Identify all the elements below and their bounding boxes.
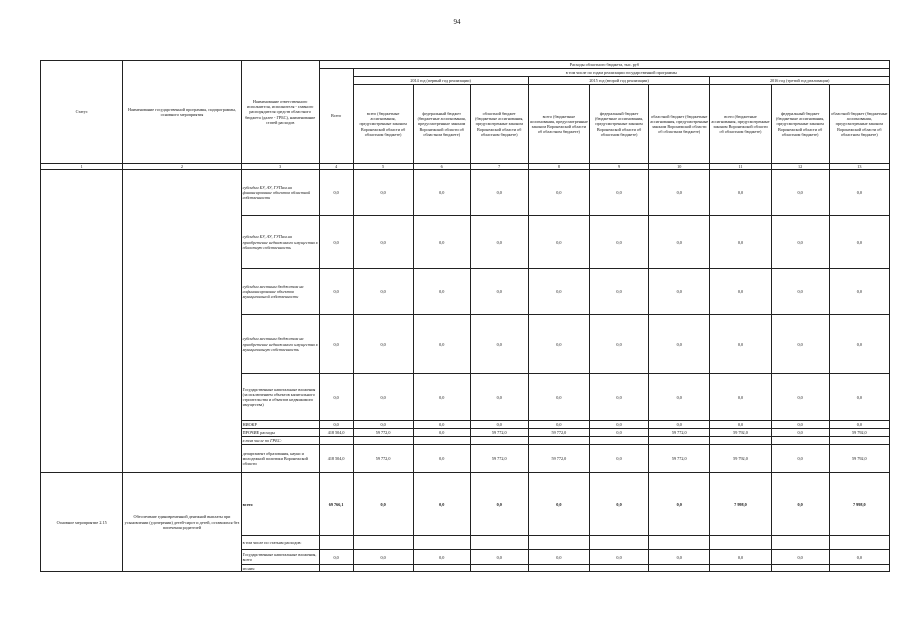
row-label: субсидии местным бюджетам на приобретение недвижимого имущества в муниципальную собственность (241, 315, 319, 374)
value-cell: 59 772,0 (528, 445, 589, 473)
value-cell: 0,0 (771, 170, 829, 216)
value-cell: 0,0 (528, 315, 589, 374)
value-cell: 0,0 (319, 421, 353, 429)
value-cell (528, 437, 589, 445)
column-number: 6 (413, 164, 470, 170)
header-col-all: всего (бюджетные ассигнования, предусмотренные законом Воронежской области об областном бюджете) (710, 85, 771, 164)
header-col-federal: федеральный бюджет (бюджетные ассигнования, предусмотренные законом Воронежской области об областном бюджете) (589, 85, 648, 164)
column-number: 5 (353, 164, 413, 170)
value-cell: 418 504,0 (319, 429, 353, 437)
value-cell (319, 536, 353, 550)
column-number: 13 (829, 164, 889, 170)
value-cell: 59 772,0 (649, 429, 710, 437)
row-label: субсидии БУ, АУ, ГУПам на финансирование объектов областной собственности (241, 170, 319, 216)
header-year-2014: 2014 год (первый год реализации) (353, 77, 528, 85)
column-number: 1 (41, 164, 123, 170)
value-cell: 59 772,0 (470, 445, 528, 473)
value-cell: 0,0 (319, 170, 353, 216)
value-cell: 0,0 (771, 374, 829, 421)
header-status: Статус (41, 61, 123, 164)
value-cell: 0,0 (589, 421, 648, 429)
value-cell: 0,0 (413, 445, 470, 473)
value-cell (589, 536, 648, 550)
value-cell (829, 437, 889, 445)
value-cell: 0,0 (649, 421, 710, 429)
value-cell: 0,0 (413, 473, 470, 536)
value-cell: 0,0 (710, 269, 771, 315)
value-cell: 418 504,0 (319, 445, 353, 473)
header-col-all: всего (бюджетные ассигнования, предусмотренные законом Воронежской области об областном бюджете) (528, 85, 589, 164)
value-cell: 59 792,0 (829, 429, 889, 437)
value-cell: 0,0 (413, 170, 470, 216)
value-cell (353, 437, 413, 445)
value-cell: 0,0 (589, 429, 648, 437)
column-number: 9 (589, 164, 648, 170)
value-cell: 0,0 (528, 421, 589, 429)
value-cell (649, 565, 710, 572)
value-cell: 0,0 (829, 170, 889, 216)
value-cell: 0,0 (319, 315, 353, 374)
value-cell (319, 437, 353, 445)
value-cell: 0,0 (710, 421, 771, 429)
value-cell: 0,0 (413, 269, 470, 315)
value-cell: 0,0 (771, 269, 829, 315)
page-number: 94 (453, 18, 461, 26)
value-cell: 0,0 (470, 421, 528, 429)
value-cell (470, 536, 528, 550)
value-cell (710, 536, 771, 550)
value-cell: 0,0 (829, 421, 889, 429)
value-cell: 69 766,1 (319, 473, 353, 536)
value-cell: 0,0 (589, 216, 648, 269)
row-label: из них: (241, 565, 319, 572)
budget-table (40, 60, 890, 572)
value-cell: 0,0 (710, 315, 771, 374)
value-cell: 0,0 (771, 421, 829, 429)
value-cell: 0,0 (649, 374, 710, 421)
value-cell: 0,0 (353, 374, 413, 421)
value-cell: 0,0 (589, 170, 648, 216)
value-cell: 0,0 (710, 550, 771, 565)
value-cell: 0,0 (470, 374, 528, 421)
value-cell: 0,0 (319, 550, 353, 565)
value-cell: 0,0 (413, 315, 470, 374)
header-col-regional: областной бюджет (бюджетные ассигнования, предусмотренные законом Воронежской области об областном бюджете) (470, 85, 528, 164)
value-cell: 0,0 (470, 269, 528, 315)
value-cell: 0,0 (649, 550, 710, 565)
header-budget-title: Расходы областного бюджета, тыс. руб (319, 61, 889, 69)
value-cell (710, 437, 771, 445)
row-label: всего (241, 473, 319, 536)
value-cell: 0,0 (589, 473, 648, 536)
value-cell: 59 772,0 (353, 429, 413, 437)
value-cell: 0,0 (829, 550, 889, 565)
value-cell: 0,0 (413, 550, 470, 565)
value-cell (413, 565, 470, 572)
column-number: 10 (649, 164, 710, 170)
value-cell: 0,0 (528, 473, 589, 536)
value-cell (829, 536, 889, 550)
value-cell: 59 792,0 (829, 445, 889, 473)
header-col-all: всего (бюджетные ассигнования, предусмотренные законом Воронежской области об областном бюджете) (353, 85, 413, 164)
value-cell: 0,0 (353, 421, 413, 429)
value-cell: 0,0 (710, 216, 771, 269)
value-cell: 59 792,0 (710, 429, 771, 437)
value-cell (649, 437, 710, 445)
value-cell: 0,0 (771, 429, 829, 437)
value-cell: 0,0 (353, 473, 413, 536)
value-cell: 0,0 (829, 269, 889, 315)
value-cell: 59 792,0 (710, 445, 771, 473)
value-cell: 0,0 (589, 374, 648, 421)
event-status-cell: Основное мероприятие 2.15 (41, 473, 123, 572)
value-cell (771, 437, 829, 445)
header-col-federal: федеральный бюджет (бюджетные ассигнования, предусмотренные законом Воронежской области об областном бюджете) (413, 85, 470, 164)
row-label: Государственные капитальные вложения (за исключением объектов капитального строительства и объектов недвижимого имущества) (241, 374, 319, 421)
program-name-cell (123, 170, 241, 473)
header-executor: Наименование ответственного исполнителя, исполнителя - главного распорядителя средств областного бюджета (далее - ГРБС), наименование статей расходов (241, 61, 319, 164)
value-cell: 0,0 (649, 170, 710, 216)
row-label: в том числе по статьям расходов: (241, 536, 319, 550)
value-cell: 0,0 (413, 421, 470, 429)
value-cell (353, 565, 413, 572)
row-label: ПРОЧИЕ расходы (241, 429, 319, 437)
value-cell (771, 536, 829, 550)
row-label: субсидии БУ, АУ, ГУПам на приобретение недвижимого имущества в областную собственность (241, 216, 319, 269)
value-cell (771, 565, 829, 572)
row-label: департамент образования, науки и молодежной политики Воронежской области (241, 445, 319, 473)
value-cell: 0,0 (413, 429, 470, 437)
value-cell (470, 437, 528, 445)
value-cell: 0,0 (771, 315, 829, 374)
column-number: 7 (470, 164, 528, 170)
value-cell (470, 565, 528, 572)
value-cell: 59 772,0 (528, 429, 589, 437)
value-cell: 0,0 (528, 550, 589, 565)
value-cell: 0,0 (319, 216, 353, 269)
table-row (41, 170, 890, 216)
value-cell: 0,0 (710, 170, 771, 216)
column-number: 2 (123, 164, 241, 170)
header-total: Всего (319, 69, 353, 164)
value-cell: 0,0 (319, 374, 353, 421)
value-cell: 0,0 (319, 269, 353, 315)
value-cell: 0,0 (528, 170, 589, 216)
value-cell: 0,0 (413, 374, 470, 421)
value-cell: 0,0 (353, 550, 413, 565)
column-number: 11 (710, 164, 771, 170)
header-col-regional: областной бюджет (бюджетные ассигнования, предусмотренные законом Воронежской области об областном бюджете) (829, 85, 889, 164)
status-cell (41, 170, 123, 473)
value-cell: 0,0 (649, 473, 710, 536)
value-cell: 0,0 (353, 269, 413, 315)
value-cell (649, 536, 710, 550)
row-label: субсидии местным бюджетам на софинансирование объектов муниципальной собственности (241, 269, 319, 315)
value-cell: 0,0 (589, 269, 648, 315)
value-cell: 0,0 (589, 315, 648, 374)
value-cell: 0,0 (413, 216, 470, 269)
value-cell (829, 565, 889, 572)
value-cell: 0,0 (470, 170, 528, 216)
value-cell: 0,0 (470, 315, 528, 374)
value-cell: 59 772,0 (470, 429, 528, 437)
value-cell (589, 565, 648, 572)
column-number: 4 (319, 164, 353, 170)
row-label: в том числе по ГРБС: (241, 437, 319, 445)
value-cell: 0,0 (353, 216, 413, 269)
value-cell: 0,0 (829, 315, 889, 374)
value-cell: 0,0 (589, 445, 648, 473)
value-cell: 0,0 (771, 445, 829, 473)
table-row (41, 473, 890, 536)
value-cell: 0,0 (649, 216, 710, 269)
value-cell (319, 565, 353, 572)
value-cell: 0,0 (528, 269, 589, 315)
row-label: НИОКР (241, 421, 319, 429)
value-cell: 0,0 (829, 216, 889, 269)
header-col-federal: федеральный бюджет (бюджетные ассигнования, предусмотренные законом Воронежской области об областном бюджете) (771, 85, 829, 164)
event-name-cell: Обеспечение единовременной денежной выплаты при усыновлении (удочерении) детей-сирот и детей, оставшихся без попечения родителей (123, 473, 241, 572)
value-cell: 0,0 (649, 269, 710, 315)
value-cell: 7 998,0 (710, 473, 771, 536)
value-cell: 59 772,0 (649, 445, 710, 473)
value-cell: 0,0 (829, 374, 889, 421)
value-cell (589, 437, 648, 445)
value-cell: 0,0 (470, 550, 528, 565)
value-cell (413, 437, 470, 445)
value-cell: 0,0 (470, 473, 528, 536)
value-cell: 0,0 (589, 550, 648, 565)
value-cell (528, 536, 589, 550)
column-number: 8 (528, 164, 589, 170)
column-number: 12 (771, 164, 829, 170)
row-label: Государственные капитальные вложения, всего (241, 550, 319, 565)
value-cell (528, 565, 589, 572)
value-cell: 0,0 (771, 473, 829, 536)
header-year-2015: 2015 год (второй год реализации) (528, 77, 710, 85)
value-cell: 0,0 (470, 216, 528, 269)
value-cell: 0,0 (528, 216, 589, 269)
header-year-2016: 2016 год (третий год реализации) (710, 77, 890, 85)
value-cell: 0,0 (353, 315, 413, 374)
value-cell (413, 536, 470, 550)
value-cell: 0,0 (353, 170, 413, 216)
header-program-name: Наименование государственной программы, подпрограммы, основного мероприятия (123, 61, 241, 164)
value-cell: 0,0 (649, 315, 710, 374)
value-cell: 0,0 (710, 374, 771, 421)
header-years-subtitle: в том числе по годам реализации государственной программы (353, 69, 890, 77)
column-number: 3 (241, 164, 319, 170)
value-cell: 59 772,0 (353, 445, 413, 473)
value-cell: 0,0 (528, 374, 589, 421)
value-cell: 0,0 (771, 550, 829, 565)
value-cell: 7 998,0 (829, 473, 889, 536)
value-cell: 0,0 (771, 216, 829, 269)
value-cell (353, 536, 413, 550)
value-cell (710, 565, 771, 572)
header-col-regional: областной бюджет (бюджетные ассигнования, предусмотренные законом Воронежской области об областном бюджете) (649, 85, 710, 164)
